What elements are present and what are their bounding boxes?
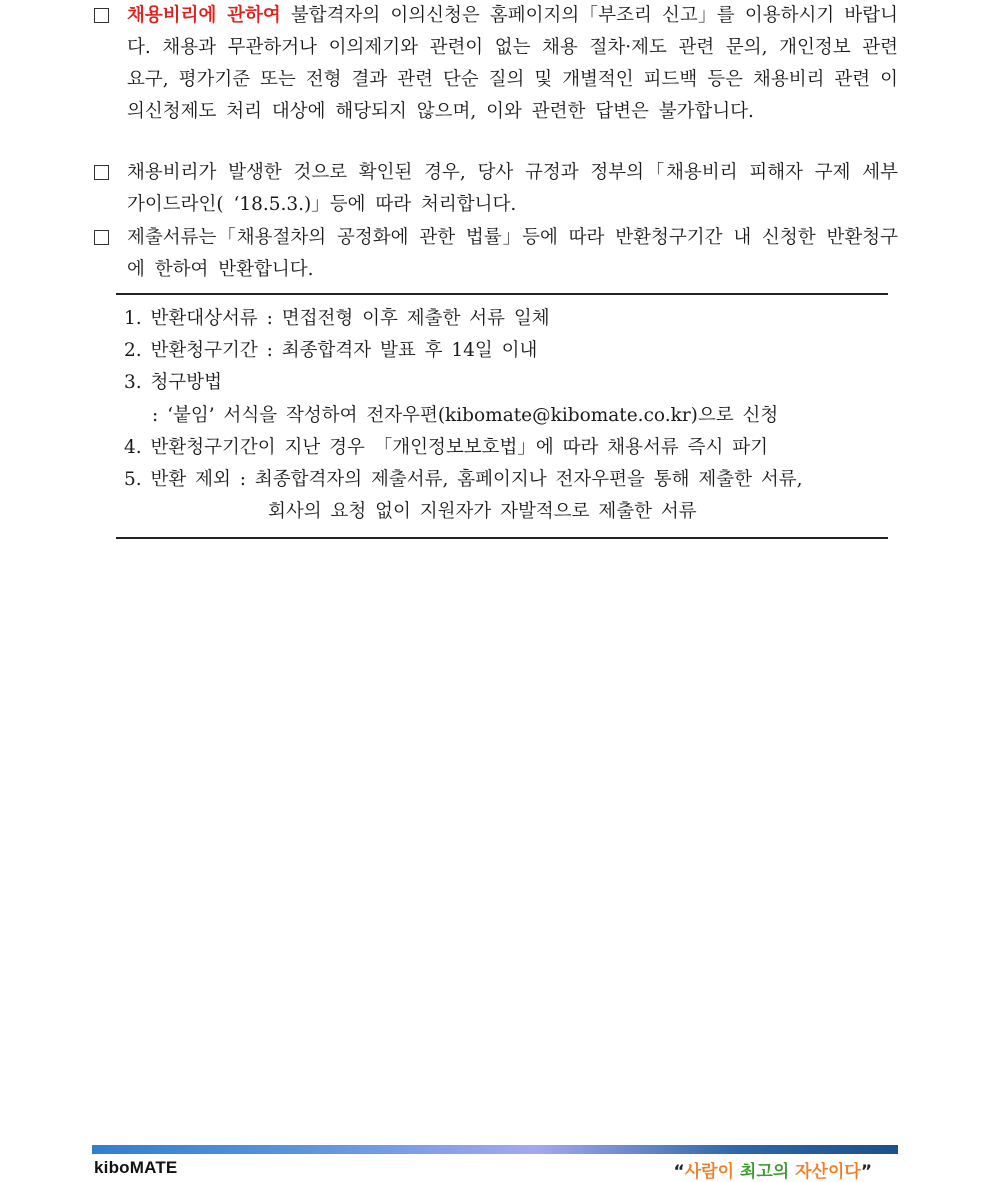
- slogan-part-people: 사람이: [684, 1162, 740, 1182]
- highlight-hiring-corruption: 채용비리에 관하여: [127, 5, 281, 26]
- list-item-exclusions-continued: 회사의 요청 없이 지원자가 자발적으로 제출한 서류: [268, 501, 697, 523]
- list-item-claim-period: 2. 반환청구기간 : 최종합격자 발표 후 14일 이내: [124, 340, 538, 362]
- paragraph-text: 제출서류는「채용절차의 공정화에 관한 법률」등에 따라 반환청구기간 내 신청한 반환청구에 한하여 반환합니다.: [127, 227, 898, 280]
- list-item-claim-method-detail: : ‘붙임’ 서식을 작성하여 전자우편(kibomate@kibomate.co.kr)으로 신청: [152, 404, 779, 426]
- footer-logo: kiboMATE: [94, 1158, 178, 1177]
- checkbox-square-icon: [94, 8, 109, 23]
- list-item-expired-period: 4. 반환청구기간이 지난 경우 「개인정보보호법」에 따라 채용서류 즉시 파기: [124, 436, 768, 458]
- notice-paragraph-documents: [94, 222, 898, 286]
- slogan-part-best: 최고의: [739, 1162, 790, 1182]
- notice-paragraph-complaint: [94, 0, 898, 128]
- return-policy-list: [124, 303, 884, 528]
- checkbox-square-icon: [94, 165, 109, 180]
- divider-bottom: [116, 537, 888, 539]
- footer-slogan: [674, 1157, 872, 1182]
- list-item-target-documents: 1. 반환대상서류 : 면접전형 이후 제출한 서류 일체: [124, 308, 550, 329]
- list-item-claim-method: 3. 청구방법: [124, 372, 223, 394]
- list-item-exclusions: 5. 반환 제외 : 최종합격자의 제출서류, 홈페이지나 전자우편을 통해 제출한 서류,: [124, 468, 803, 490]
- divider-top: [116, 293, 888, 295]
- slogan-open-quote: “: [673, 1162, 685, 1182]
- slogan-close-quote: ”: [860, 1162, 872, 1182]
- paragraph-text: 채용비리가 발생한 것으로 확인된 경우, 당사 규정과 정부의「채용비리 피해자 구제 세부 가이드라인( ‘18.5.3.)」등에 따라 처리합니다.: [127, 162, 898, 215]
- checkbox-square-icon: [94, 230, 109, 245]
- notice-paragraph-handling: [94, 157, 898, 221]
- footer-gradient-bar: [92, 1145, 898, 1154]
- slogan-part-asset: 자산이다: [789, 1162, 861, 1182]
- paragraph-text: 불합격자의 이의신청은 홈페이지의「부조리 신고」를 이용하시기 바랍니다. 채용과 무관하거나 이의제기와 관련이 없는 채용 절차·제도 관련 문의, 개인정보 관련 요구, 평가기준 또는 전형 결과 관련 단순 질의 및 개별적인 피드백 등은 채용비리 관련 이의신청제도 처리 대상에 해당되지 않으며, 이와 관련한 답변은 불가합니다.: [127, 5, 898, 122]
